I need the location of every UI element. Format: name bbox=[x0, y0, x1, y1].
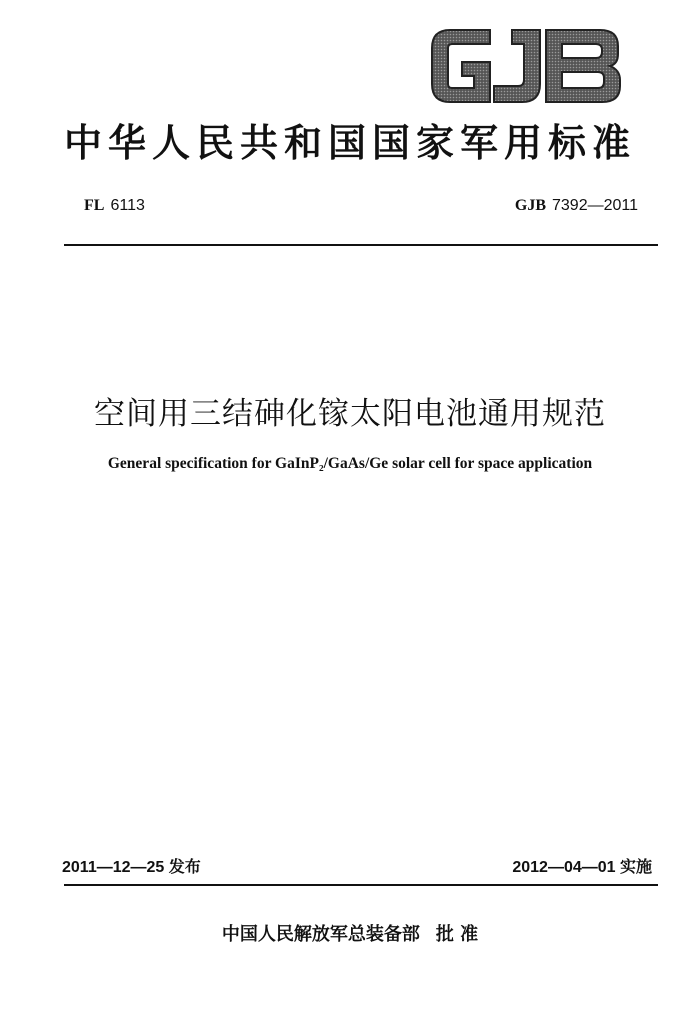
implementation-date: 2012—04—01 实施 bbox=[512, 859, 652, 876]
gjb-standard-number bbox=[515, 197, 638, 215]
gjb-prefix: GJB bbox=[514, 197, 546, 214]
gjb-logo-graphic bbox=[428, 24, 624, 108]
issue-date: 2011—12—25 发布 bbox=[62, 859, 201, 876]
document-title-english: General specification for GaInP₂/GaAs/Ge solar cell for space application bbox=[107, 455, 593, 472]
approval-label: 批 准 bbox=[435, 924, 479, 945]
fl-classification-code bbox=[84, 197, 145, 215]
footer-divider bbox=[64, 884, 658, 886]
issuing-authority: 中国人民解放军总装备部 bbox=[221, 924, 420, 945]
document-title-chinese: 空间用三结砷化镓太阳电池通用规范 bbox=[94, 396, 606, 432]
standard-category-title: 中华人民共和国国家军用标准 bbox=[63, 120, 636, 165]
gjb-number: 7392—2011 bbox=[552, 197, 638, 214]
header-divider bbox=[64, 244, 658, 246]
approval-line bbox=[0, 920, 700, 946]
fl-number: 6113 bbox=[110, 197, 145, 214]
gjb-logo bbox=[428, 24, 624, 108]
fl-prefix: FL bbox=[84, 197, 105, 214]
